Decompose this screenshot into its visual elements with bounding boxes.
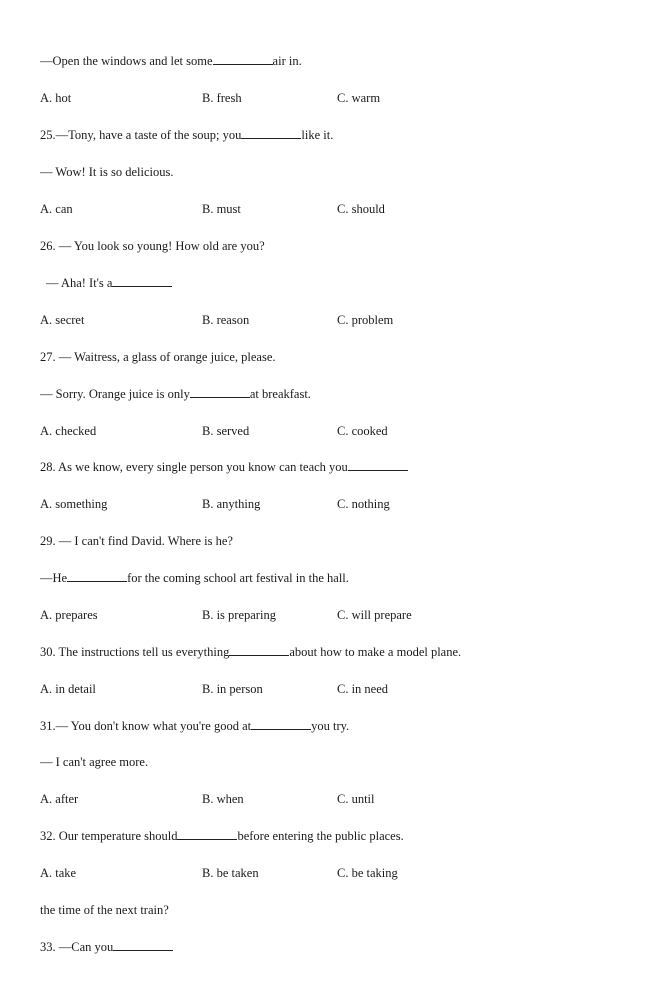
answer-blank[interactable] (67, 569, 127, 582)
answer-blank[interactable] (229, 643, 289, 656)
answer-blank[interactable] (177, 827, 237, 840)
option-a[interactable]: A. after (40, 792, 79, 806)
question-text: 25.—Tony, have a taste of the soup; you (40, 128, 242, 142)
question-line (40, 52, 302, 70)
answer-blank[interactable] (190, 385, 250, 398)
question-text-tail: air in. (272, 54, 302, 68)
question-line (40, 717, 349, 735)
question-line (40, 163, 173, 181)
question-text-tail: for the coming school art festival in the hall. (127, 571, 349, 585)
option-a[interactable]: A. can (40, 202, 73, 216)
question-text-tail: you try. (311, 719, 350, 733)
question-line (40, 938, 173, 956)
question-text: 31.— You don't know what you're good at (40, 719, 252, 733)
question-line (40, 385, 311, 403)
answer-blank[interactable] (241, 126, 301, 139)
question-text: 27. — Waitress, a glass of orange juice, please. (40, 350, 276, 364)
option-a[interactable]: A. prepares (40, 608, 98, 622)
answer-blank[interactable] (348, 458, 408, 471)
answer-blank[interactable] (113, 938, 173, 951)
option-b[interactable]: B. fresh (202, 91, 242, 105)
option-b[interactable]: B. in person (202, 682, 263, 696)
question-text: 29. — I can't find David. Where is he? (40, 534, 233, 548)
option-a[interactable]: A. something (40, 497, 108, 511)
option-b[interactable]: B. anything (202, 497, 261, 511)
question-text: — Wow! It is so delicious. (40, 165, 174, 179)
question-line (40, 532, 233, 550)
option-c[interactable]: C. in need (337, 682, 389, 696)
option-c[interactable]: C. cooked (337, 424, 388, 438)
option-c[interactable]: C. nothing (337, 497, 390, 511)
question-line (46, 274, 172, 292)
option-c[interactable]: C. problem (337, 313, 394, 327)
question-line (40, 237, 265, 255)
question-line (40, 901, 169, 919)
answer-blank[interactable] (213, 52, 273, 65)
question-text: 28. As we know, every single person you know can teach you (40, 460, 348, 474)
answer-blank[interactable] (112, 274, 172, 287)
question-text-tail: before entering the public places. (237, 829, 404, 843)
answer-blank[interactable] (251, 717, 311, 730)
question-text: 32. Our temperature should (40, 829, 178, 843)
option-c[interactable]: C. be taking (337, 866, 398, 880)
question-text: 30. The instructions tell us everything (40, 645, 230, 659)
option-a[interactable]: A. hot (40, 91, 72, 105)
option-a[interactable]: A. secret (40, 313, 85, 327)
question-text-tail: at breakfast. (249, 387, 311, 401)
question-text: 26. — You look so young! How old are you? (40, 239, 265, 253)
question-text: the time of the next train? (40, 903, 169, 917)
question-text: — Aha! It's a (46, 276, 113, 290)
option-a[interactable]: A. checked (40, 424, 97, 438)
option-c[interactable]: C. will prepare (337, 608, 412, 622)
question-line (40, 569, 349, 587)
option-b[interactable]: B. when (202, 792, 244, 806)
question-text: —Open the windows and let some (40, 54, 213, 68)
question-text-tail: like it. (301, 128, 334, 142)
question-line (40, 458, 408, 476)
question-line (40, 126, 333, 144)
question-line (40, 348, 276, 366)
option-b[interactable]: B. be taken (202, 866, 259, 880)
option-c[interactable]: C. warm (337, 91, 381, 105)
option-b[interactable]: B. must (202, 202, 241, 216)
option-a[interactable]: A. in detail (40, 682, 96, 696)
question-line (40, 643, 461, 661)
option-b[interactable]: B. reason (202, 313, 250, 327)
question-text: — I can't agree more. (40, 755, 149, 769)
option-c[interactable]: C. should (337, 202, 385, 216)
question-text-tail: about how to make a model plane. (289, 645, 462, 659)
question-line (40, 753, 148, 771)
option-a[interactable]: A. take (40, 866, 77, 880)
question-text: —He (40, 571, 68, 585)
option-b[interactable]: B. served (202, 424, 250, 438)
option-c[interactable]: C. until (337, 792, 375, 806)
question-text: — Sorry. Orange juice is only (40, 387, 190, 401)
question-line (40, 827, 404, 845)
question-text: 33. —Can you (40, 940, 114, 954)
option-b[interactable]: B. is preparing (202, 608, 276, 622)
